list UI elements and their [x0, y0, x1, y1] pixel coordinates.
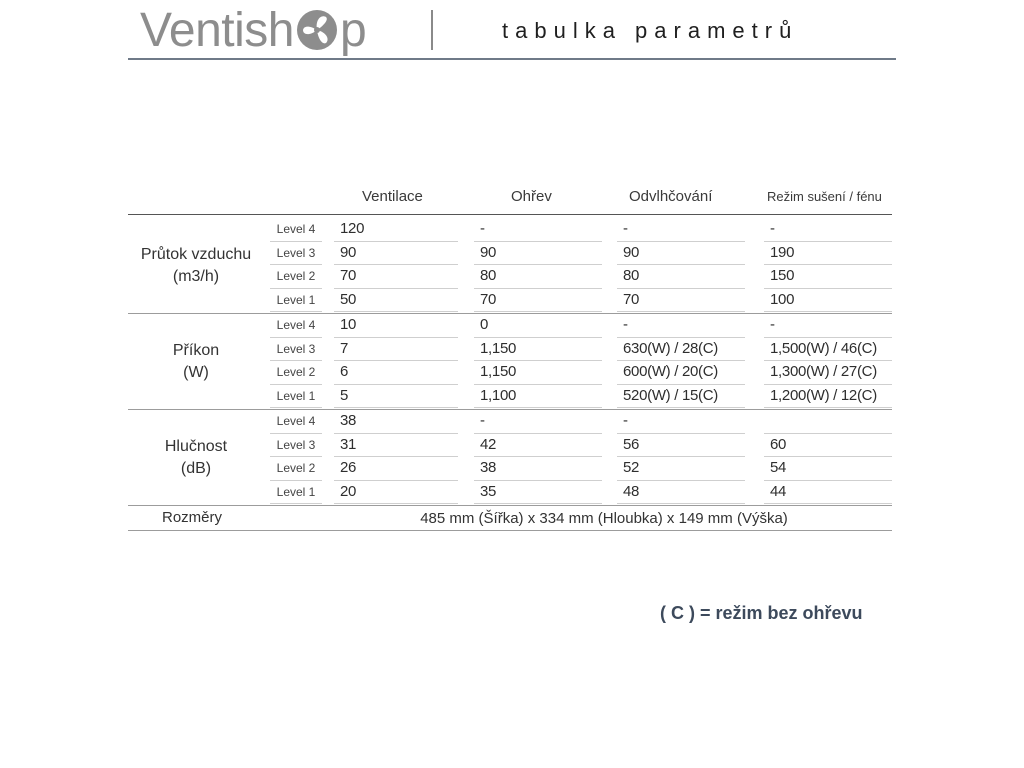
row-rule	[334, 456, 458, 457]
row-rule	[764, 360, 892, 361]
table-cell: 1,150	[480, 363, 517, 380]
group-label-line2: (dB)	[180, 460, 212, 477]
group-separator	[128, 505, 892, 506]
table-cell: 56	[623, 435, 640, 453]
row-rule	[334, 384, 458, 385]
group-label-line2: (W)	[183, 364, 209, 381]
row-rule	[334, 241, 458, 242]
row-rule	[617, 311, 745, 312]
column-header-ohrev: Ohřev	[511, 188, 552, 205]
table-cell: 1,100	[480, 386, 517, 404]
row-rule	[334, 360, 458, 361]
row-rule	[764, 503, 892, 504]
table-cell: 630(W) / 28(C)	[623, 339, 718, 357]
table-cell: 600(W) / 20(C)	[623, 363, 718, 380]
row-rule	[334, 407, 458, 408]
row-rule	[334, 480, 458, 481]
row-rule	[474, 264, 602, 265]
table-cell: 60	[770, 435, 787, 453]
row-rule	[334, 433, 458, 434]
table-cell: 70	[480, 290, 497, 308]
table-cell: 44	[770, 482, 787, 500]
table-cell: 120	[340, 220, 365, 237]
table-cell: 31	[340, 435, 357, 453]
logo-text-suffix: p	[339, 3, 367, 57]
dimensions-value: 485 mm (Šířka) x 334 mm (Hloubka) x 149 mm (Výška)	[420, 510, 788, 527]
group-separator	[128, 313, 892, 314]
row-rule	[334, 264, 458, 265]
table-cell: -	[623, 412, 628, 429]
level-label: Level 3	[276, 437, 316, 452]
table-cell: 35	[480, 482, 497, 500]
row-rule	[270, 503, 322, 504]
table-cell: 190	[770, 243, 795, 261]
row-rule	[270, 360, 322, 361]
column-header-ventilace: Ventilace	[362, 188, 423, 205]
row-rule	[474, 384, 602, 385]
row-rule	[617, 503, 745, 504]
ventishop-logo	[140, 2, 366, 58]
column-header-odvlhcovani: Odvlhčování	[629, 188, 713, 205]
logo-text-prefix: Ventish	[140, 3, 294, 57]
row-rule	[270, 433, 322, 434]
row-rule	[474, 241, 602, 242]
row-rule	[764, 337, 892, 338]
row-rule	[764, 288, 892, 289]
row-rule	[474, 407, 602, 408]
header-divider	[431, 10, 433, 50]
level-label: Level 4	[276, 222, 316, 236]
table-cell: 1,150	[480, 339, 517, 357]
table-cell: -	[623, 220, 628, 237]
row-rule	[617, 288, 745, 289]
row-rule	[764, 480, 892, 481]
row-rule	[270, 407, 322, 408]
table-cell: 48	[623, 482, 640, 500]
row-rule	[764, 407, 892, 408]
level-label: Level 2	[276, 461, 316, 475]
level-label: Level 3	[276, 245, 316, 260]
table-bottom-rule	[128, 530, 892, 531]
level-label: Level 4	[276, 414, 316, 428]
level-label: Level 4	[276, 318, 316, 332]
row-rule	[474, 288, 602, 289]
table-cell: 0	[480, 316, 489, 333]
table-cell: 90	[623, 243, 640, 261]
row-rule	[617, 241, 745, 242]
table-cell: 52	[623, 459, 640, 476]
row-rule	[270, 264, 322, 265]
table-cell: 10	[340, 316, 357, 333]
table-cell: -	[623, 316, 628, 333]
table-cell: 520(W) / 15(C)	[623, 386, 718, 404]
row-rule	[617, 480, 745, 481]
row-rule	[617, 360, 745, 361]
table-cell: 90	[340, 243, 357, 261]
row-rule	[617, 456, 745, 457]
group-label-line1: Příkon	[172, 342, 220, 359]
table-cell: -	[770, 220, 775, 237]
row-rule	[474, 456, 602, 457]
level-label: Level 2	[276, 269, 316, 283]
table-cell: 1,500(W) / 46(C)	[770, 339, 877, 357]
row-rule	[334, 337, 458, 338]
table-cell: 1,300(W) / 27(C)	[770, 363, 877, 380]
row-rule	[617, 264, 745, 265]
row-rule	[334, 311, 458, 312]
row-rule	[334, 288, 458, 289]
row-rule	[474, 433, 602, 434]
row-rule	[764, 241, 892, 242]
group-label	[128, 436, 264, 480]
table-cell: 70	[623, 290, 640, 308]
group-label-line1: Průtok vzduchu	[140, 246, 252, 263]
table-top-rule	[128, 214, 892, 215]
table-cell: 70	[340, 267, 357, 284]
column-header-rezim-suseni: Režim sušení / fénu	[767, 189, 882, 204]
row-rule	[334, 503, 458, 504]
table-cell: 42	[480, 435, 497, 453]
row-rule	[474, 337, 602, 338]
table-cell: 1,200(W) / 12(C)	[770, 386, 877, 404]
table-cell: 54	[770, 459, 787, 476]
level-label: Level 1	[276, 388, 316, 403]
row-rule	[474, 311, 602, 312]
table-cell: 7	[340, 339, 349, 357]
row-rule	[764, 433, 892, 434]
table-cell: -	[480, 220, 485, 237]
level-label: Level 2	[276, 365, 316, 379]
row-rule	[474, 503, 602, 504]
row-rule	[617, 337, 745, 338]
table-cell: 50	[340, 290, 357, 308]
row-rule	[617, 407, 745, 408]
row-rule	[270, 456, 322, 457]
level-label: Level 3	[276, 341, 316, 356]
group-label-line1: Hlučnost	[164, 438, 228, 455]
table-cell: 80	[480, 267, 497, 284]
row-rule	[270, 480, 322, 481]
row-rule	[270, 311, 322, 312]
row-rule	[617, 384, 745, 385]
table-cell: 38	[340, 412, 357, 429]
group-label-line2: (m3/h)	[172, 268, 220, 285]
table-cell: 26	[340, 459, 357, 476]
row-rule	[270, 241, 322, 242]
table-cell: 150	[770, 267, 795, 284]
table-cell: 20	[340, 482, 357, 500]
group-separator	[128, 409, 892, 410]
row-rule	[474, 360, 602, 361]
row-rule	[764, 384, 892, 385]
table-cell: -	[480, 412, 485, 429]
group-label	[128, 340, 264, 384]
row-rule	[270, 337, 322, 338]
table-cell: 100	[770, 290, 795, 308]
row-rule	[270, 288, 322, 289]
header-rule	[128, 58, 896, 60]
page-title: tabulka parametrů	[502, 18, 799, 43]
row-rule	[474, 480, 602, 481]
table-cell: 5	[340, 386, 349, 404]
table-cell: 6	[340, 363, 349, 380]
table-cell: 38	[480, 459, 497, 476]
dimensions-label: Rozměry	[162, 509, 223, 526]
row-rule	[617, 433, 745, 434]
row-rule	[764, 456, 892, 457]
level-label: Level 1	[276, 484, 316, 499]
footnote: ( C ) = režim bez ohřevu	[660, 603, 863, 623]
table-cell: -	[770, 316, 775, 333]
row-rule	[764, 264, 892, 265]
group-label	[128, 244, 264, 288]
table-cell: 90	[480, 243, 497, 261]
row-rule	[764, 311, 892, 312]
level-label: Level 1	[276, 292, 316, 307]
fan-icon	[295, 8, 339, 52]
table-cell: 80	[623, 267, 640, 284]
row-rule	[270, 384, 322, 385]
